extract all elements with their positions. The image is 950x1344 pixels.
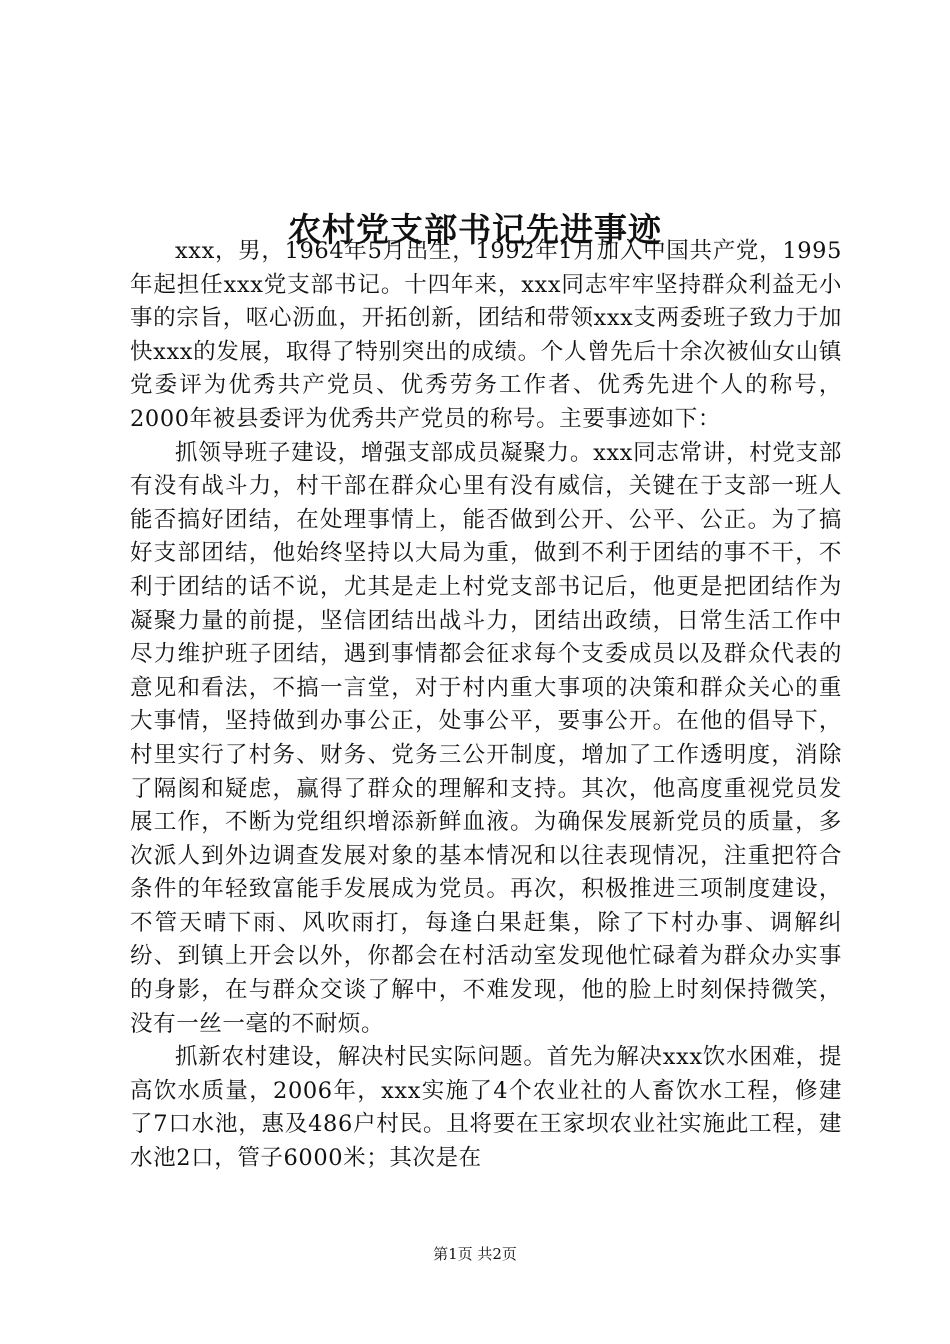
document-title: 农村党支部书记先进事迹: [288, 210, 662, 250]
page-footer: 第1页 共2页: [433, 1245, 517, 1263]
paragraph-intro: xxx，男，1964年5月出生，1992年1月加入中国共产党，1995年起担任xxx党支部书记。十四年来，xxx同志牢牢坚持群众利益无小事的宗旨，呕心沥血，开拓创新，团结和带领xxx支两委班子致力于加快xxx的发展，取得了特别突出的成绩。个人曾先后十余次被仙女山镇党委评为优秀共产党员、优秀劳务工作者、优秀先进个人的称号，2000年被县委评为优秀共产党员的称号。主要事迹如下：: [130, 238, 842, 432]
document-body: [130, 235, 842, 1176]
paragraph-rural-construction: 抓新农村建设，解决村民实际问题。首先为解决xxx饮水困难，提高饮水质量，2006年，xxx实施了4个农业社的人畜饮水工程，修建了7口水池，惠及486户村民。且将要在王家坝农业社实施此工程，建水池2口，管子6000米；其次是在: [130, 1044, 842, 1172]
paragraph-leadership: 抓领导班子建设，增强支部成员凝聚力。xxx同志常讲，村党支部有没有战斗力，村干部在群众心里有没有威信，关键在于支部一班人能否搞好团结，在处理事情上，能否做到公开、公平、公正。为了搞好支部团结，他始终坚持以大局为重，做到不利于团结的事不干，不利于团结的话不说，尤其是走上村党支部书记后，他更是把团结作为凝聚力量的前提，坚信团结出战斗力，团结出政绩，日常生活工作中尽力维护班子团结，遇到事情都会征求每个支委成员以及群众代表的意见和看法，不搞一言堂，对于村内重大事项的决策和群众关心的重大事情，坚持做到办事公正，处事公平，要事公开。在他的倡导下，村里实行了村务、财务、党务三公开制度，增加了工作透明度，消除了隔阂和疑虑，赢得了群众的理解和支持。其次，他高度重视党员发展工作，不断为党组织增添新鲜血液。为确保发展新党员的质量，多次派人到外边调查发展对象的基本情况和以往表现情况，注重把符合条件的年轻致富能手发展成为党员。再次，积极推进三项制度建设，不管天晴下雨、风吹雨打，每逢白果赶集，除了下村办事、调解纠纷、到镇上开会以外，你都会在村活动室发现他忙碌着为群众办实事的身影，在与群众交谈了解中，不难发现，他的脸上时刻保持微笑，没有一丝一毫的不耐烦。: [130, 439, 842, 1037]
